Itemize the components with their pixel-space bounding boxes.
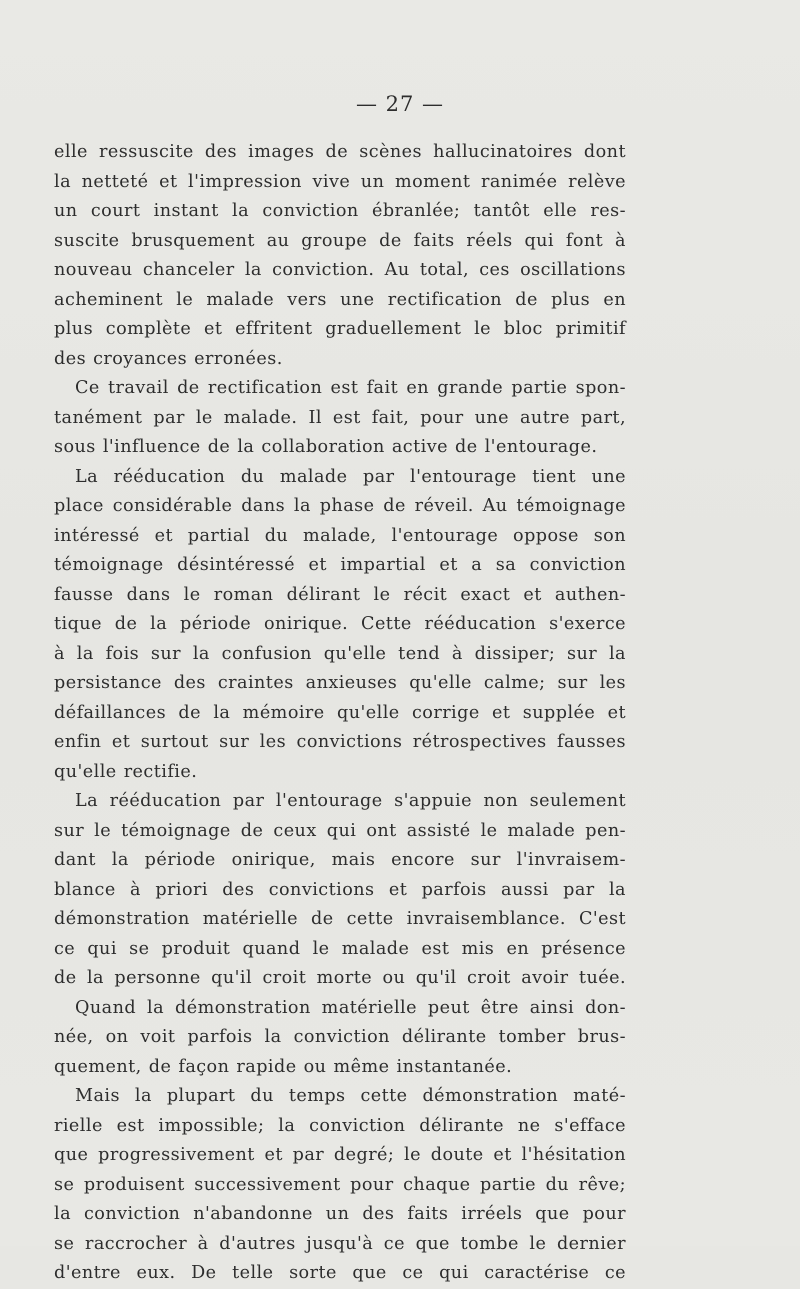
text-line: dant la période onirique, mais encore sur l'invraisem-	[54, 850, 626, 870]
text-line: à la fois sur la confusion qu'elle tend à dissiper; sur la	[54, 643, 626, 664]
text-line: place considérable dans la phase de réveil. Au témoignage	[54, 496, 626, 516]
text-line: des croyances erronées.	[54, 348, 283, 369]
text-line: plus complète et effritent graduellement le bloc primitif	[54, 319, 626, 339]
text-line: se raccrocher à d'autres jusqu'à ce que tombe le dernier	[54, 1233, 626, 1254]
text-line: La rééducation du malade par l'entourage tient une	[75, 466, 626, 487]
text-line: fausse dans le roman délirant le récit exact et authen-	[54, 584, 626, 605]
body-text	[54, 138, 626, 1289]
text-line: rielle est impossible; la conviction délirante ne s'efface	[54, 1115, 626, 1136]
text-line: sous l'influence de la collaboration active de l'entourage.	[54, 437, 598, 457]
text-line: ce qui se produit quand le malade est mis en présence	[54, 938, 626, 959]
text-line: persistance des craintes anxieuses qu'elle calme; sur les	[54, 673, 626, 693]
text-line: démonstration matérielle de cette invraisemblance. C'est	[54, 909, 626, 929]
text-line: née, on voit parfois la conviction délirante tomber brus-	[54, 1027, 626, 1047]
text-line: défaillances de la mémoire qu'elle corrige et supplée et	[54, 702, 626, 723]
text-line: elle ressuscite des images de scènes hallucinatoires dont	[54, 142, 626, 162]
text-line: qu'elle rectifie.	[54, 761, 198, 782]
text-line: blance à priori des convictions et parfois aussi par la	[54, 879, 626, 900]
text-line: nouveau chanceler la conviction. Au total, ces oscillations	[54, 260, 626, 280]
text-line: d'entre eux. De telle sorte que ce qui caractérise ce	[54, 1263, 626, 1283]
text-line: Quand la démonstration matérielle peut être ainsi don-	[75, 997, 626, 1018]
text-line: que progressivement et par degré; le doute et l'hésitation	[54, 1145, 626, 1165]
text-line: la conviction n'abandonne un des faits irréels que pour	[54, 1204, 626, 1224]
text-line: enfin et surtout sur les convictions rétrospectives fausses	[54, 732, 626, 752]
text-line: suscite brusquement au groupe de faits réels qui font à	[54, 230, 626, 251]
text-line: se produisent successivement pour chaque partie du rêve;	[54, 1174, 626, 1195]
text-line: tique de la période onirique. Cette rééducation s'exerce	[54, 614, 626, 634]
text-line: tanément par le malade. Il est fait, pour une autre part,	[54, 407, 626, 428]
text-line: La rééducation par l'entourage s'appuie non seulement	[75, 791, 626, 811]
text-line: témoignage désintéressé et impartial et a sa conviction	[54, 555, 626, 575]
text-line: la netteté et l'impression vive un moment ranimée relève	[54, 171, 626, 192]
text-line: un court instant la conviction ébranlée; tantôt elle res-	[54, 201, 626, 221]
text-line: quement, de façon rapide ou même instantanée.	[54, 1056, 513, 1077]
text-line: de la personne qu'il croit morte ou qu'il croit avoir tuée.	[54, 968, 626, 988]
text-line: intéressé et partial du malade, l'entourage oppose son	[54, 525, 626, 546]
page-number: — 27 —	[355, 92, 445, 116]
text-line: acheminent le malade vers une rectification de plus en	[54, 289, 626, 310]
text-line: Mais la plupart du temps cette démonstration maté-	[75, 1086, 626, 1106]
text-line: Ce travail de rectification est fait en grande partie spon-	[75, 378, 626, 398]
text-line: sur le témoignage de ceux qui ont assisté le malade pen-	[54, 820, 626, 841]
